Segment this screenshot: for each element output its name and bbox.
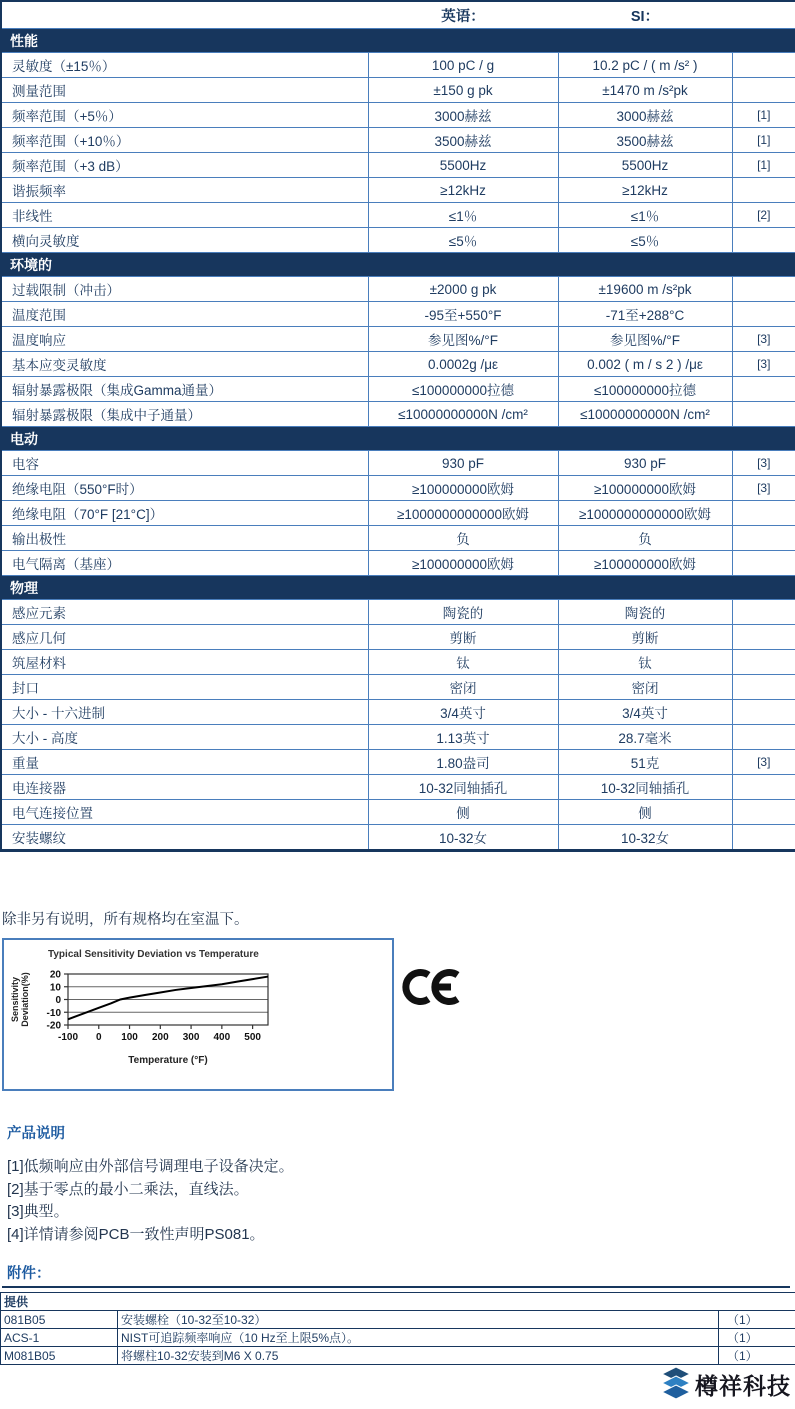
product-notes-section	[7, 1122, 294, 1246]
chart-x-axis-label: Temperature (°F)	[128, 1055, 208, 1066]
spec-english-value: 10-32同轴插孔	[368, 775, 558, 800]
spec-label: 大小 - 高度	[1, 725, 368, 750]
spec-english-value: 负	[368, 526, 558, 551]
section-row	[1, 576, 795, 600]
spec-label: 非线性	[1, 203, 368, 228]
accessory-part: M081B05	[1, 1347, 118, 1365]
accessory-part: 081B05	[1, 1311, 118, 1329]
chart-x-tick-label: 200	[151, 1032, 169, 1043]
spec-si-value: ≤5％	[558, 228, 732, 253]
spec-si-value: 侧	[558, 800, 732, 825]
chart-x-tick-label: 0	[95, 1032, 102, 1043]
spec-si-value: 5500Hz	[558, 153, 732, 178]
accessory-desc: NIST可追踪频率响应（10 Hz至上限5%点）。	[118, 1329, 719, 1347]
spec-note-ref	[732, 675, 795, 700]
accessories-header-row	[1, 1293, 795, 1311]
spec-row	[1, 53, 795, 78]
spec-note-ref	[732, 228, 795, 253]
product-note: [2]基于零点的最小二乘法，直线法。	[7, 1180, 249, 1198]
spec-english-value: 3500赫兹	[368, 128, 558, 153]
spec-note-ref: [1]	[732, 103, 795, 128]
spec-english-value: 1.13英寸	[368, 725, 558, 750]
sensitivity-chart	[2, 938, 394, 1091]
chart-x-tick-label: 100	[121, 1032, 138, 1043]
product-note: [3]典型。	[7, 1203, 69, 1220]
spec-label: 灵敏度（±15％）	[1, 53, 368, 78]
ce-mark-icon	[402, 966, 460, 1008]
spec-si-value: 剪断	[558, 625, 732, 650]
spec-label: 感应几何	[1, 625, 368, 650]
product-note: [1]低频响应由外部信号调理电子设备决定。	[7, 1158, 294, 1175]
spec-note-ref	[732, 178, 795, 203]
spec-note-ref	[732, 277, 795, 302]
spec-row	[1, 153, 795, 178]
spec-label: 电气隔离（基座）	[1, 551, 368, 576]
spec-row	[1, 302, 795, 327]
spec-row	[1, 625, 795, 650]
spec-si-value: ≥100000000欧姆	[558, 551, 732, 576]
spec-row	[1, 78, 795, 103]
spec-row	[1, 103, 795, 128]
spec-si-value: 钛	[558, 650, 732, 675]
spec-header-row	[1, 1, 795, 29]
spec-label: 电连接器	[1, 775, 368, 800]
spec-row	[1, 800, 795, 825]
spec-note-ref	[732, 551, 795, 576]
spec-note-ref: [1]	[732, 153, 795, 178]
spec-english-value: 0.0002g /με	[368, 352, 558, 377]
accessory-part: ACS-1	[1, 1329, 118, 1347]
accessory-row	[1, 1311, 795, 1329]
spec-note-ref	[732, 302, 795, 327]
spec-english-value: ≥1000000000000欧姆	[368, 501, 558, 526]
accessory-desc: 将螺柱10-32安装到M6 X 0.75	[118, 1347, 719, 1365]
spec-label: 安装螺纹	[1, 825, 368, 851]
spec-note-ref	[732, 402, 795, 427]
accessory-desc: 安装螺栓（10-32至10-32）	[118, 1311, 719, 1329]
spec-note-ref	[732, 800, 795, 825]
spec-english-value: 剪断	[368, 625, 558, 650]
product-note: [4]详情请参阅PCB一致性声明PS081。	[7, 1225, 265, 1243]
spec-row	[1, 203, 795, 228]
spec-note-ref: [1]	[732, 128, 795, 153]
spec-si-value: 负	[558, 526, 732, 551]
spec-note-ref	[732, 526, 795, 551]
spec-row	[1, 128, 795, 153]
accessory-qty: （1）	[719, 1329, 795, 1347]
spec-label: 电容	[1, 451, 368, 476]
spec-english-value: ≥100000000欧姆	[368, 476, 558, 501]
spec-label: 重量	[1, 750, 368, 775]
brand-name: 樽祥科技	[695, 1372, 791, 1399]
spec-english-value: 陶瓷的	[368, 600, 558, 625]
spec-row	[1, 501, 795, 526]
spec-si-value: 10-32同轴插孔	[558, 775, 732, 800]
spec-header-empty-note	[732, 1, 795, 29]
spec-si-value: ≤100000000拉德	[558, 377, 732, 402]
section-row	[1, 427, 795, 451]
spec-si-value: 3/4英寸	[558, 700, 732, 725]
spec-note-ref	[732, 700, 795, 725]
spec-header-english: 英语：	[441, 8, 485, 25]
accessory-qty: （1）	[719, 1311, 795, 1329]
spec-label: 筑屋材料	[1, 650, 368, 675]
spec-si-value: ≥1000000000000欧姆	[558, 501, 732, 526]
spec-si-value: 930 pF	[558, 451, 732, 476]
spec-english-value: ≥12kHz	[368, 178, 558, 203]
spec-row	[1, 551, 795, 576]
spec-label: 频率范围（+5％）	[1, 103, 368, 128]
spec-label: 频率范围（+3 dB）	[1, 153, 368, 178]
spec-header-empty	[1, 1, 368, 29]
spec-note-ref: [3]	[732, 750, 795, 775]
spec-label: 温度响应	[1, 327, 368, 352]
spec-label: 大小 - 十六进制	[1, 700, 368, 725]
spec-note-ref	[732, 650, 795, 675]
spec-note-ref	[732, 625, 795, 650]
spec-si-value: ≥100000000欧姆	[558, 476, 732, 501]
spec-si-value: 密闭	[558, 675, 732, 700]
spec-note-ref	[732, 78, 795, 103]
chart-y-tick-label: -10	[46, 1007, 61, 1019]
spec-si-value: ≥12kHz	[558, 178, 732, 203]
spec-english-value: ≥100000000欧姆	[368, 551, 558, 576]
section-row	[1, 253, 795, 277]
spec-si-value: 陶瓷的	[558, 600, 732, 625]
spec-label: 频率范围（+10％）	[1, 128, 368, 153]
chart-x-tick-label: 400	[213, 1032, 231, 1043]
spec-label: 谐振频率	[1, 178, 368, 203]
spec-row	[1, 750, 795, 775]
spec-english-value: 参见图%/°F	[368, 327, 558, 352]
product-notes-title: 产品说明	[7, 1126, 65, 1142]
section-row	[1, 29, 795, 53]
spec-label: 感应元素	[1, 600, 368, 625]
spec-english-value: 侧	[368, 800, 558, 825]
chart-data-line	[68, 977, 268, 1020]
spec-row	[1, 675, 795, 700]
spec-label: 封口	[1, 675, 368, 700]
section-title: 性能	[1, 29, 795, 53]
room-temperature-note: 除非另有说明，所有规格均在室温下。	[2, 911, 249, 928]
spec-note-ref: [3]	[732, 476, 795, 501]
spec-si-value: 10-32女	[558, 825, 732, 851]
spec-si-value: 51克	[558, 750, 732, 775]
spec-note-ref	[732, 775, 795, 800]
accessory-row	[1, 1347, 795, 1365]
spec-note-ref	[732, 600, 795, 625]
spec-note-ref: [3]	[732, 352, 795, 377]
spec-label: 辐射暴露极限（集成Gamma通量）	[1, 377, 368, 402]
spec-row	[1, 600, 795, 625]
spec-english-value: 钛	[368, 650, 558, 675]
spec-si-value: 3000赫兹	[558, 103, 732, 128]
spec-english-value: 3000赫兹	[368, 103, 558, 128]
spec-note-ref: [3]	[732, 327, 795, 352]
spec-si-value: ±1470 m /s²pk	[558, 78, 732, 103]
spec-si-value: -71至+288°C	[558, 302, 732, 327]
chart-x-tick-label: 500	[244, 1032, 261, 1043]
spec-row	[1, 402, 795, 427]
spec-note-ref	[732, 825, 795, 851]
spec-si-value: 10.2 pC / ( m /s² )	[558, 53, 732, 78]
spec-label: 横向灵敏度	[1, 228, 368, 253]
spec-row	[1, 228, 795, 253]
attachments-divider	[2, 1286, 790, 1288]
section-title: 物理	[1, 576, 795, 600]
spec-si-value: ±19600 m /s²pk	[558, 277, 732, 302]
spec-row	[1, 476, 795, 501]
brand-logo-icon	[660, 1366, 692, 1402]
spec-row	[1, 700, 795, 725]
spec-english-value: 3/4英寸	[368, 700, 558, 725]
accessories-table	[0, 1292, 795, 1365]
spec-note-ref	[732, 725, 795, 750]
spec-row	[1, 775, 795, 800]
chart-y-tick-label: 0	[55, 995, 61, 1006]
accessories-header: 提供	[1, 1293, 795, 1311]
spec-english-value: 5500Hz	[368, 153, 558, 178]
section-title: 电动	[1, 427, 795, 451]
spec-english-value: 密闭	[368, 675, 558, 700]
spec-si-value: ≤1％	[558, 203, 732, 228]
spec-label: 基本应变灵敏度	[1, 352, 368, 377]
spec-note-ref	[732, 501, 795, 526]
spec-si-value: ≤10000000000N /cm²	[558, 402, 732, 427]
spec-english-value: ±150 g pk	[368, 78, 558, 103]
spec-label: 过载限制（冲击）	[1, 277, 368, 302]
spec-row	[1, 377, 795, 402]
footer-brand	[660, 1366, 791, 1402]
spec-label: 温度范围	[1, 302, 368, 327]
spec-row	[1, 650, 795, 675]
spec-label: 输出极性	[1, 526, 368, 551]
product-notes-list	[7, 1156, 294, 1246]
spec-si-value: 28.7毫米	[558, 725, 732, 750]
chart-x-tick-label: 300	[182, 1032, 200, 1043]
spec-label: 绝缘电阻（70°F [21°C]）	[1, 501, 368, 526]
spec-note-ref: [2]	[732, 203, 795, 228]
chart-y-axis-label: SensitivityDeviation(%)	[10, 972, 30, 1027]
chart-title: Typical Sensitivity Deviation vs Temperature	[48, 949, 259, 960]
chart-x-tick-label: -100	[57, 1032, 79, 1043]
accessory-row	[1, 1329, 795, 1347]
spec-label: 测量范围	[1, 78, 368, 103]
spec-english-value: 10-32女	[368, 825, 558, 851]
spec-english-value: ≤100000000拉德	[368, 377, 558, 402]
spec-english-value: -95至+550°F	[368, 302, 558, 327]
spec-row	[1, 725, 795, 750]
spec-row	[1, 451, 795, 476]
spec-row	[1, 277, 795, 302]
chart-y-tick-label: 20	[49, 969, 61, 981]
chart-plot	[4, 968, 392, 1073]
spec-note-ref	[732, 53, 795, 78]
spec-si-value: 3500赫兹	[558, 128, 732, 153]
spec-english-value: ≤5％	[368, 228, 558, 253]
chart-y-tick-label: -20	[46, 1020, 61, 1032]
ce-mark-logo	[402, 966, 460, 1013]
spec-row	[1, 825, 795, 851]
spec-label: 电气连接位置	[1, 800, 368, 825]
section-title: 环境的	[1, 253, 795, 277]
accessory-qty: （1）	[719, 1347, 795, 1365]
chart-y-tick-label: 10	[49, 982, 61, 994]
spec-header-si: SI：	[630, 8, 660, 25]
spec-row	[1, 327, 795, 352]
spec-row	[1, 352, 795, 377]
spec-label: 辐射暴露极限（集成中子通量）	[1, 402, 368, 427]
spec-english-value: ≤1％	[368, 203, 558, 228]
spec-english-value: 1.80盎司	[368, 750, 558, 775]
spec-si-value: 0.002 ( m / s 2 ) /με	[558, 352, 732, 377]
spec-si-value: 参见图%/°F	[558, 327, 732, 352]
spec-label: 绝缘电阻（550°F时）	[1, 476, 368, 501]
attachments-title: 附件：	[7, 1266, 51, 1282]
spec-note-ref: [3]	[732, 451, 795, 476]
spec-note-ref	[732, 377, 795, 402]
spec-english-value: 930 pF	[368, 451, 558, 476]
spec-row	[1, 178, 795, 203]
spec-english-value: ±2000 g pk	[368, 277, 558, 302]
spec-english-value: 100 pC / g	[368, 53, 558, 78]
spec-row	[1, 526, 795, 551]
spec-english-value: ≤10000000000N /cm²	[368, 402, 558, 427]
